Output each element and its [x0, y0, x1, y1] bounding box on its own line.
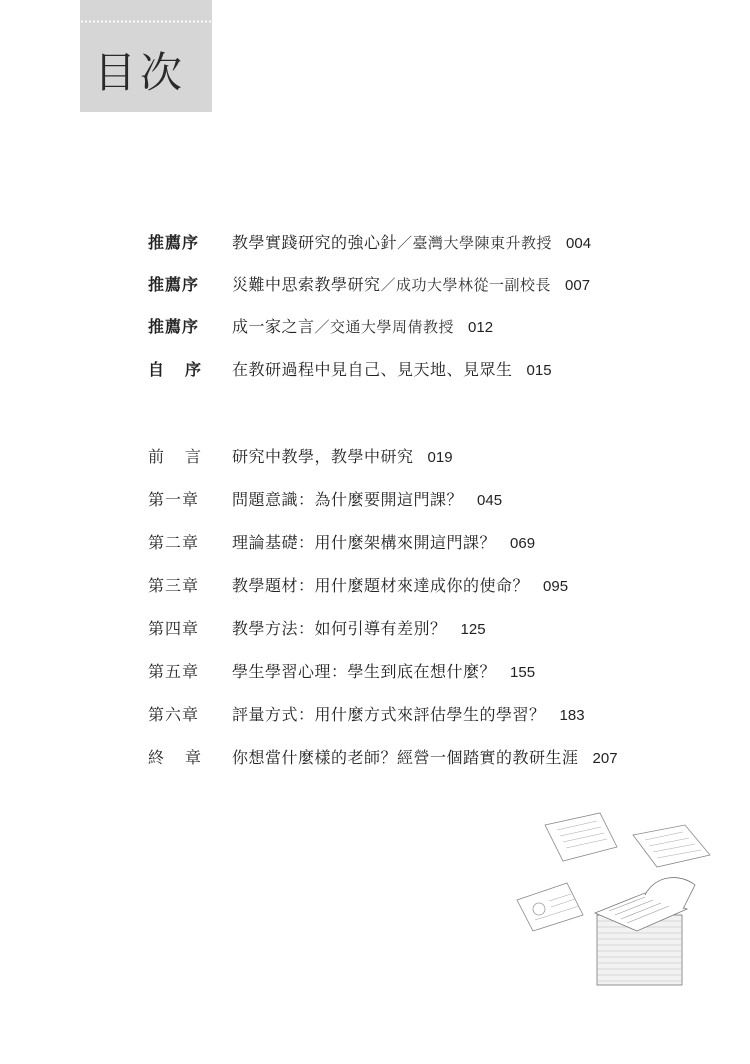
- toc-title: 學生學習心理：學生到底在想什麼？: [232, 662, 497, 681]
- toc-page-number: 012: [468, 319, 494, 336]
- toc-title: 評量方式：用什麼方式來評估學生的學習？: [232, 705, 546, 724]
- toc-label: 推薦序: [148, 317, 200, 336]
- toc-author: ／交通大學周倩教授: [314, 318, 455, 336]
- toc-entry: [232, 614, 486, 645]
- toc-label: 推薦序: [148, 233, 200, 252]
- toc-title: 研究中教學，教學中研究: [232, 447, 414, 466]
- toc-label: [148, 442, 202, 472]
- toc-label: [148, 355, 202, 385]
- toc-page-number: 095: [543, 578, 569, 595]
- toc-entry: [232, 743, 618, 774]
- toc-label: 第四章: [148, 619, 200, 638]
- toc-entry: [232, 228, 591, 259]
- toc-entry: [232, 657, 535, 688]
- toc-entry-preface[interactable]: [0, 355, 750, 385]
- toc-page-number: 155: [510, 664, 536, 681]
- toc-entry: [232, 270, 590, 301]
- toc-label-char: 前: [148, 447, 166, 466]
- toc-entry: [232, 442, 453, 473]
- toc-author: ／臺灣大學陳東升教授: [397, 234, 553, 252]
- toc-page-number: 007: [565, 277, 591, 294]
- toc-entry-conclusion[interactable]: [0, 743, 750, 773]
- toc-label: [148, 743, 202, 773]
- toc-label: 推薦序: [148, 275, 200, 294]
- toc-author: ／成功大學林從一副校長: [380, 276, 552, 294]
- toc-entry-introduction[interactable]: [0, 442, 750, 472]
- toc-entry-chapter-2[interactable]: [0, 528, 750, 558]
- toc-entry-foreword-3[interactable]: [0, 312, 750, 342]
- toc-label: 第三章: [148, 576, 200, 595]
- toc-title: 你想當什麼樣的老師？經營一個踏實的教研生涯: [232, 748, 579, 767]
- toc-label-char: 終: [148, 748, 166, 767]
- toc-title: 教學方法：如何引導有差別？: [232, 619, 447, 638]
- toc-title: 教學題材：用什麼題材來達成你的使命？: [232, 576, 530, 595]
- toc-label-char: 言: [184, 447, 202, 466]
- toc-title: 災難中思索教學研究: [232, 275, 381, 294]
- stack-of-papers-illustration: [505, 805, 720, 995]
- toc-entry: [232, 700, 585, 731]
- toc-entry-chapter-6[interactable]: [0, 700, 750, 730]
- toc-page-number: 069: [510, 535, 536, 552]
- toc-page-number: 015: [526, 362, 552, 379]
- toc-page-number: 125: [460, 621, 486, 638]
- toc-label: 第二章: [148, 533, 200, 552]
- toc-label: 第五章: [148, 662, 200, 681]
- page-title: 目次: [94, 48, 187, 97]
- toc-page-number: 004: [566, 235, 592, 252]
- toc-entry: [232, 312, 493, 343]
- toc-label: 第六章: [148, 705, 200, 724]
- toc-title: 在教研過程中見自己、見天地、見眾生: [232, 360, 513, 379]
- toc-entry: [232, 528, 535, 559]
- toc-page-number: 183: [559, 707, 585, 724]
- toc-page-number: 019: [427, 449, 453, 466]
- toc-entry-foreword-1[interactable]: [0, 228, 750, 258]
- toc-label-char: 序: [184, 360, 202, 379]
- toc-entry: [232, 571, 568, 602]
- toc-label-char: 自: [148, 360, 166, 379]
- toc-entry-foreword-2[interactable]: [0, 270, 750, 300]
- toc-title: 教學實踐研究的強心針: [232, 233, 398, 252]
- toc-entry-chapter-4[interactable]: [0, 614, 750, 644]
- toc-entry-chapter-1[interactable]: [0, 485, 750, 515]
- toc-page-number: 207: [592, 750, 618, 767]
- toc-entry: [232, 485, 502, 516]
- toc-page-number: 045: [477, 492, 503, 509]
- toc-entry: [232, 355, 552, 386]
- toc-title: 問題意識：為什麼要開這門課？: [232, 490, 464, 509]
- toc-entry-chapter-5[interactable]: [0, 657, 750, 687]
- toc-title: 成一家之言: [232, 317, 315, 336]
- toc-label-char: 章: [184, 748, 202, 767]
- toc-label: 第一章: [148, 490, 200, 509]
- toc-title: 理論基礎：用什麼架構來開這門課？: [232, 533, 497, 552]
- toc-entry-chapter-3[interactable]: [0, 571, 750, 601]
